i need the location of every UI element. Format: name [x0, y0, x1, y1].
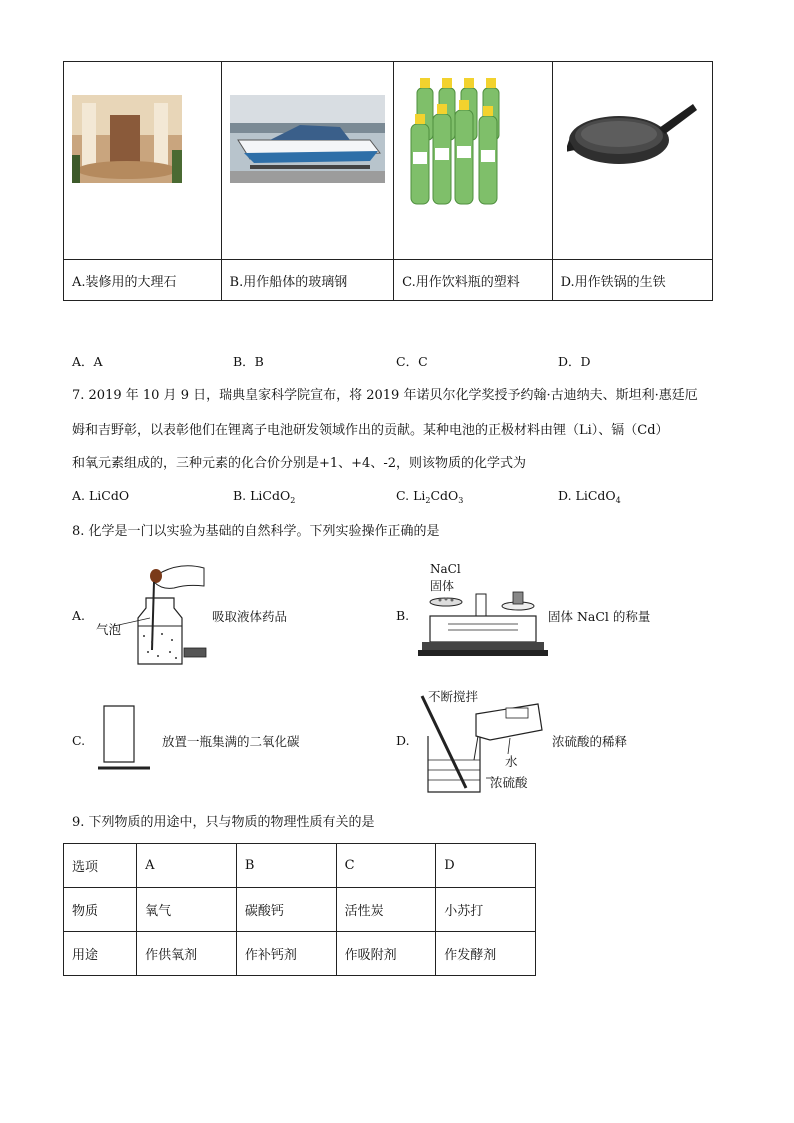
- q6-image-table: [63, 61, 713, 301]
- q8-option-d-label: 浓硫酸的稀释: [552, 734, 628, 749]
- q7-option-d-subscript: 4: [615, 496, 621, 505]
- q6-cell-b-image: [221, 62, 394, 260]
- iron-wok-image: [567, 100, 697, 190]
- q9-stem: 9. 下列物质的用途中，只与物质的物理性质有关的是: [72, 815, 375, 830]
- q7-option-c[interactable]: [396, 488, 463, 503]
- q8-option-d-letter[interactable]: D.: [396, 733, 410, 748]
- q6-option-a[interactable]: A．A: [72, 354, 103, 369]
- q9-use-c: 作吸附剂: [336, 932, 436, 976]
- q6-option-c[interactable]: C．C: [396, 354, 428, 369]
- q7-option-b-text: B. LiCdO: [233, 488, 291, 503]
- q8-d-acid-label: 浓硫酸: [490, 775, 528, 790]
- q6-caption-b: B.用作船体的玻璃钢: [221, 260, 394, 301]
- plastic-bottles-image: [409, 74, 509, 214]
- q8-a-bubble-label: 气泡: [96, 622, 122, 637]
- q8-option-b-label: 固体 NaCl 的称量: [548, 609, 651, 624]
- q9-use-d: 作发酵剂: [436, 932, 536, 976]
- q8-option-a-letter[interactable]: A.: [72, 608, 86, 623]
- q9-use-b: 作补钙剂: [236, 932, 336, 976]
- q9-header-option: 选项: [64, 844, 137, 888]
- q6-cell-d-image: [552, 62, 712, 260]
- q8-option-a-label: 吸取液体药品: [212, 609, 288, 624]
- q6-caption-a: A.装修用的大理石: [64, 260, 222, 301]
- q7-stem-line-1: 7. 2019 年 10 月 9 日，瑞典皇家科学院宣布，将 2019 年诺贝尔化学奖授予约翰·古迪纳夫、斯坦利·惠廷厄: [72, 388, 698, 403]
- table-row: [64, 888, 536, 932]
- q9-use-a: 作供氧剂: [137, 932, 237, 976]
- q9-substance-b: 碳酸钙: [236, 888, 336, 932]
- q8-b-nacl-label: NaCl: [430, 562, 461, 576]
- dropper-apparatus-diagram: [92, 560, 212, 672]
- q9-header-c: C: [336, 844, 436, 888]
- q9-row-use-label: 用途: [64, 932, 137, 976]
- q8-stem: 8. 化学是一门以实验为基础的自然科学。下列实验操作正确的是: [72, 524, 440, 539]
- q9-header-d: D: [436, 844, 536, 888]
- q9-row-substance-label: 物质: [64, 888, 137, 932]
- table-row: [64, 844, 536, 888]
- q8-option-c-label: 放置一瓶集满的二氧化碳: [162, 734, 300, 749]
- q8-option-c-letter[interactable]: C.: [72, 733, 86, 748]
- q8-option-b-letter[interactable]: B.: [396, 608, 410, 623]
- q7-option-d[interactable]: [558, 488, 621, 503]
- acid-dilution-diagram: [410, 690, 550, 796]
- table-row: [64, 932, 536, 976]
- gas-jar-diagram: [98, 704, 152, 772]
- marble-interior-image: [72, 95, 182, 183]
- q6-option-d[interactable]: D．D: [558, 354, 591, 369]
- q7-stem-line-2: 姆和吉野彰，以表彰他们在锂离子电池研发领域作出的贡献。某种电池的正极材料由锂（Li）、镉（Cd）: [72, 423, 669, 438]
- q7-stem-line-3: 和氧元素组成的，三种元素的化合价分别是+1、+4、-2，则该物质的化学式为: [72, 456, 526, 471]
- q7-option-b-subscript: 2: [290, 496, 296, 505]
- q9-substance-d: 小苏打: [436, 888, 536, 932]
- q9-substance-a: 氧气: [137, 888, 237, 932]
- q6-cell-c-image: [394, 62, 552, 260]
- q7-option-c-subscript-2: 3: [458, 496, 464, 505]
- q7-option-b[interactable]: [233, 488, 295, 503]
- balance-scale-diagram: [418, 588, 548, 664]
- q9-table: [63, 843, 536, 976]
- q9-substance-c: 活性炭: [336, 888, 436, 932]
- q6-cell-a-image: [64, 62, 222, 260]
- q7-option-d-text: D. LiCdO: [558, 488, 616, 503]
- q7-option-c-text-2: CdO: [430, 488, 459, 503]
- boat-image: [230, 95, 385, 183]
- q7-option-c-subscript-1: 2: [425, 496, 431, 505]
- q7-option-c-text-1: C. Li: [396, 488, 426, 503]
- q7-option-a[interactable]: A. LiCdO: [72, 488, 130, 503]
- q8-d-water-label: 水: [505, 754, 518, 769]
- q8-b-solid-label: 固体: [430, 579, 455, 593]
- q6-caption-d: D.用作铁锅的生铁: [552, 260, 712, 301]
- q6-option-b[interactable]: B．B: [233, 354, 264, 369]
- q6-caption-c: C.用作饮料瓶的塑料: [394, 260, 552, 301]
- q9-header-a: A: [137, 844, 237, 888]
- q9-header-b: B: [236, 844, 336, 888]
- q8-d-stir-label: 不断搅拌: [428, 689, 479, 704]
